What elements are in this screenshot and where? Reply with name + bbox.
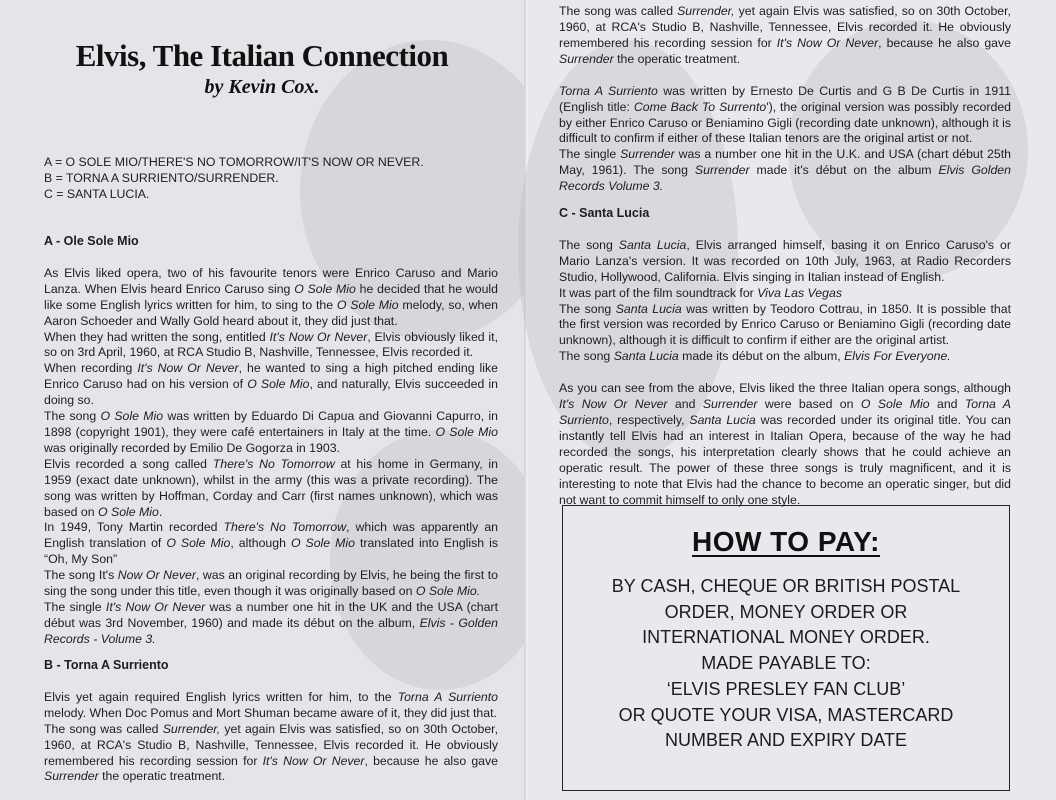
paragraph: Elvis recorded a song called There's No Tomorrow at his home in Germany, in 1959 (exact date unknown), whilst in the army (this was a private recording). The song was written by Hoffman, Corday and Carr (first names unknown), which was based on O Sole Mio.	[44, 456, 498, 519]
paragraph: The song O Sole Mio was written by Eduardo Di Capua and Giovanni Capurro, in 1898 (copyright 1901), they were café entertainers in Italy at the time. O Sole Mio was originally recorded by Emilio De Gogorza in 1903.	[44, 409, 498, 455]
paragraph: When they had written the song, entitled It's Now Or Never, Elvis obviously liked it, so on 3rd April, 1960, at RCA Studio B, Nashville, Tennessee, Elvis recorded it.	[44, 329, 499, 360]
section-heading: C - Santa Lucia	[559, 206, 650, 220]
section-heading: A - Ole Sole Mio	[44, 234, 139, 248]
payment-line: OR QUOTE YOUR VISA, MASTERCARD	[618, 704, 954, 725]
left-page	[0, 0, 526, 800]
payment-instructions	[563, 574, 1009, 754]
how-to-pay-box	[562, 505, 1010, 791]
section-c	[559, 206, 1011, 508]
paragraph: The song Santa Lucia made its début on the album, Elvis For Everyone.	[559, 349, 951, 364]
paragraph: When recording It's Now Or Never, he wanted to sing a high pitched ending like Enrico Caruso had on his version of O Sole Mio, and naturally, Elvis succeeded in doing so.	[44, 361, 498, 408]
paragraph: It was part of the film soundtrack for Viva Las Vegas	[559, 285, 842, 300]
payment-line: NUMBER AND EXPIRY DATE	[664, 730, 908, 751]
paragraph: The song Santa Lucia, Elvis arranged himself, basing it on Enrico Caruso's or Mario Lanza's version. It was recorded on 10th July, 1963, at Radio Recorders Studio, Hollywood, California. Elvis singing in Italian instead of English.	[559, 237, 1011, 284]
article-title: Elvis, The Italian Connection	[75, 38, 449, 73]
paragraph: As Elvis liked opera, two of his favourite tenors were Enrico Caruso and Mario Lanza. When Elvis heard Enrico Caruso sing O Sole Mio he decided that he would like some English lyrics written for him, to sing to the O Sole Mio melody, so, when Aaron Schoeder and Wally Gold heard about it, they did just that.	[44, 265, 499, 328]
section-heading: B - Torna A Surriento	[44, 658, 169, 672]
index-line: B = TORNA A SURRIENTO/SURRENDER.	[44, 170, 279, 185]
paragraph: In 1949, Tony Martin recorded There's No Tomorrow, which was apparently an English translation of O Sole Mio, although O Sole Mio translated into English is “Oh, My Son”	[44, 520, 498, 567]
paragraph: The single It's Now Or Never was a number one hit in the UK and the USA (chart début was 3rd November, 1960) and made its début on the album, Elvis - Golden Records - Volume 3.	[44, 599, 498, 646]
article-byline: by Kevin Cox.	[204, 76, 320, 98]
paragraph: The song It's Now Or Never, was an original recording by Elvis, he being the first to sing the song under this title, even though it was originally based on O Sole Mio.	[44, 568, 498, 599]
section-b-end	[559, 4, 1011, 195]
paragraph: The song Santa Lucia was written by Teodoro Cottrau, in 1850. It is possible that the first version was recorded by Enrico Caruso or Beniamino Gigli (recording date unknown), although it is difficult to confirm if either are the original artist.	[559, 301, 1011, 348]
paragraph: The single Surrender was a number one hit in the U.K. and USA (chart début 25th May, 1961). The song Surrender made it's début on the album Elvis Golden Records Volume 3.	[559, 147, 1011, 194]
paragraph-continued: The song was called Surrender, yet again Elvis was satisfied, so on 30th October, 1960, at RCA's Studio B, Nashville, Tennessee, Elvis recorded it. He obviously remembered his recording session for It's Now Or Never, because he also gave Surrender the operatic treatment.	[44, 721, 498, 784]
paragraph-continued: The song was called Surrender, yet again Elvis was satisfied, so on 30th October, 1960, at RCA's Studio B, Nashville, Tennessee, Elvis recorded it. He obviously remembered his recording session for It's Now Or Never, because he also gave Surrender the operatic treatment.	[559, 4, 1011, 66]
song-index	[44, 155, 504, 203]
payment-line: ORDER, MONEY ORDER OR	[664, 601, 908, 622]
section-b-start	[44, 658, 498, 784]
paragraph: Torna A Surriento was written by Ernesto De Curtis and G B De Curtis in 1911 (English title: Come Back To Surrento'), the original version was possibly recorded by either Enrico Caruso or Beniamino Gigli (recording date unknown), although it is difficult to confirm if either of these Italian tenors are the original artist or not.	[559, 83, 1011, 146]
payment-line: MADE PAYABLE TO:	[701, 653, 871, 674]
payment-line: ‘ELVIS PRESLEY FAN CLUB’	[666, 678, 906, 699]
payment-line: BY CASH, CHEQUE OR BRITISH POSTAL	[611, 576, 961, 596]
paragraph: Elvis yet again required English lyrics written for him, to the Torna A Surriento melody. When Doc Pomus and Mort Shuman became aware of it, they did just that.	[44, 689, 498, 720]
section-a	[44, 234, 498, 648]
conclusion-paragraph: As you can see from the above, Elvis liked the three Italian opera songs, although It's Now Or Never and Surrender were based on O Sole Mio and Torna A Surriento, respectively, Santa Lucia was recorded under its original title. You can instantly tell Elvis had an interest in Italian Opera, because of the way he had recorded the songs, his interpretation clearly shows that he could achieve an operatic result. The power of these three songs is truly magnificent, and it is interesting to note that Elvis had the chance to become an operatic singer, but did not want to commit himself to only one style.	[559, 381, 1012, 507]
index-line: C = SANTA LUCIA.	[44, 186, 150, 201]
how-to-pay-title: HOW TO PAY:	[691, 526, 881, 557]
right-page	[528, 0, 1056, 800]
payment-line: INTERNATIONAL MONEY ORDER.	[642, 627, 930, 648]
index-line: A = O SOLE MIO/THERE'S NO TOMORROW/IT'S NOW OR NEVER.	[44, 155, 424, 169]
